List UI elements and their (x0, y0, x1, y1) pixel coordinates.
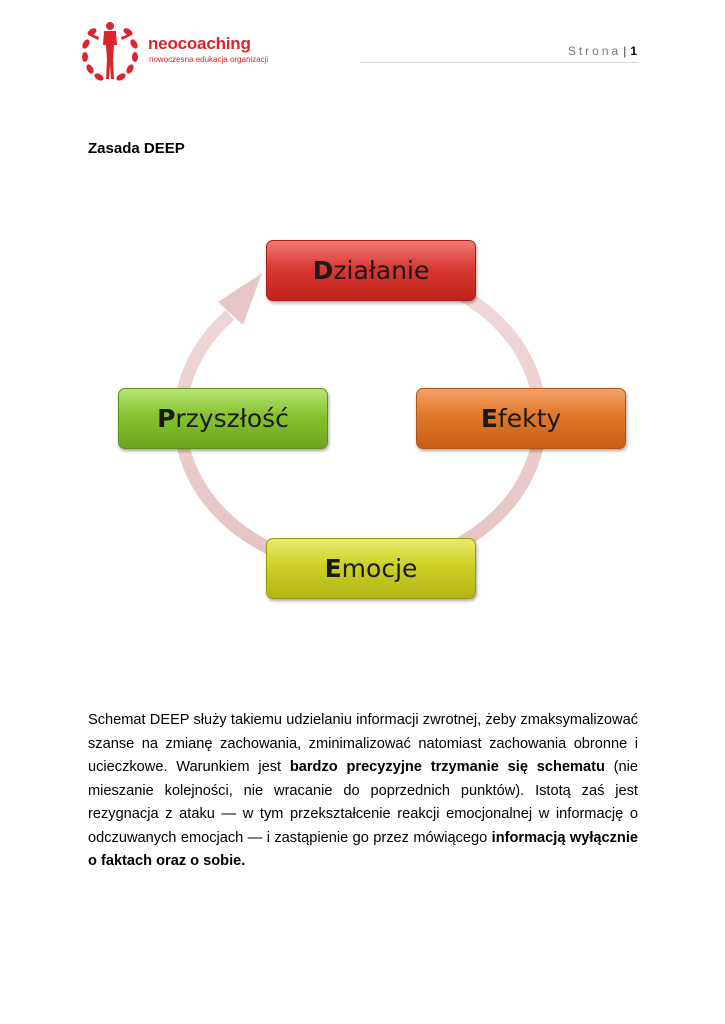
step-emocje (266, 538, 476, 599)
section-heading: Zasada DEEP (88, 140, 185, 157)
paragraph-bold-run: informacją wyłącznie o faktach oraz o sobie. (88, 829, 638, 869)
page-header (0, 0, 725, 70)
deep-cycle-diagram (0, 225, 725, 625)
body-paragraph (88, 709, 638, 874)
logo-mark-icon (80, 20, 140, 82)
neocoaching-logo (80, 20, 290, 82)
step-dzialanie (266, 240, 476, 301)
paragraph-run: Schemat DEEP służy takiemu udzielaniu informacji zwrotnej, żeby zmaksymalizować szanse na zmianę zachowania, zminimalizować natomiast zachowania obronne i ucieczkowe. Warunkiem jest (88, 712, 638, 775)
step-label: ziałanie (333, 256, 430, 285)
page-word: Strona (567, 44, 622, 58)
page-separator: | (623, 44, 627, 58)
step-przyszlosc (118, 388, 328, 449)
step-initial: E (480, 404, 498, 433)
step-initial: E (324, 554, 342, 583)
step-efekty (416, 388, 626, 449)
logo-name: neocoaching (148, 34, 251, 53)
paragraph-run: (nie mieszanie kolejności, nie wracanie do poprzednich punktów). Istotą zaś jest rezygnacja z ataku — w tym przekształcenie reakcji emocjonalnej w informację o odczuwanych emocjach — i zastąpienie go przez mówiącego (88, 759, 638, 846)
paragraph-bold-run: bardzo precyzyjne trzymanie się schematu (289, 759, 605, 775)
step-initial: P (157, 404, 176, 433)
page-number: 1 (630, 44, 637, 58)
step-label: mocje (341, 554, 418, 583)
logo-tagline: nowoczesna edukacja organizacji (149, 55, 269, 64)
step-label: rzyszłość (175, 404, 289, 433)
page-number-label (568, 44, 637, 58)
header-rule (360, 62, 638, 63)
step-initial: D (312, 256, 334, 285)
step-label: fekty (497, 404, 562, 433)
